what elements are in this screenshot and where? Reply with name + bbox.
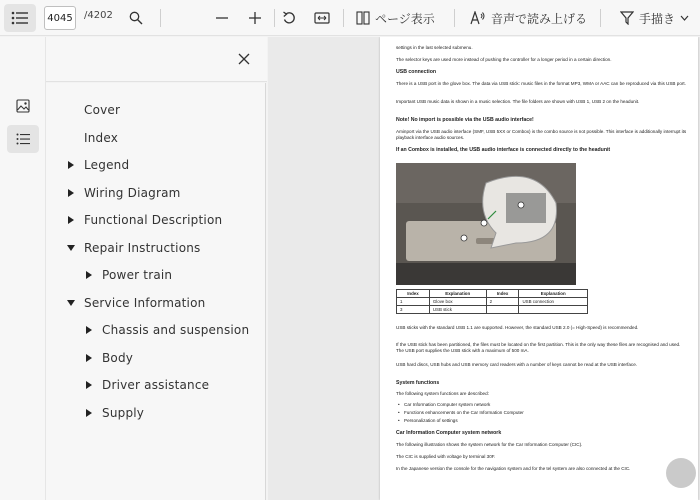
toc-item[interactable]: [66, 183, 181, 203]
read-aloud-button[interactable]: [470, 4, 587, 32]
caret-right-icon[interactable]: [66, 188, 76, 198]
toc-close-button[interactable]: [232, 47, 256, 71]
page-view-icon: [356, 11, 370, 25]
doc-paragraph: In the Japanese version the console for the navigation system and for the tel system are also connected at the CIC.: [396, 466, 631, 471]
glove-box-photo: [396, 163, 576, 285]
doc-paragraph: Important USB music data is shown in a music selection. The file folders are shown with USB 1, USB 2 on the headunit.: [396, 99, 640, 104]
table-header: Explanation: [519, 290, 588, 298]
doc-bullet: • Personalization of settings: [404, 418, 458, 423]
caret-right-icon[interactable]: [84, 325, 94, 335]
doc-heading: If an Combox is installed, the USB audio interface is connected directly to the headunit: [396, 147, 611, 153]
toc-toggle-button[interactable]: [4, 4, 36, 32]
toc-item[interactable]: [84, 265, 172, 285]
explanation-table: [396, 289, 588, 314]
toc-list: [46, 83, 266, 500]
draw-button[interactable]: [620, 4, 689, 32]
table-cell: Glove box: [429, 298, 486, 306]
doc-paragraph: settings in the last selected submenu.: [396, 45, 473, 50]
toc-item-label: Repair Instructions: [84, 240, 201, 255]
doc-paragraph: The CIC is supplied with voltage by terminal 30F.: [396, 454, 496, 459]
list-icon: [16, 133, 30, 145]
table-cell: [519, 306, 588, 314]
toc-item[interactable]: [66, 238, 201, 258]
page-view-label: ページ表示: [375, 11, 435, 26]
toc-item-label: Functional Description: [84, 213, 223, 227]
doc-paragraph: The following system functions are described:: [396, 391, 489, 396]
doc-paragraph: There is a USB port in the glove box. The data via USB stick: music files in the format MP3, WMA or AAC can be reproduced via this USB port.: [396, 81, 686, 86]
caret-spacer: [66, 105, 76, 115]
page-view-button[interactable]: [356, 4, 435, 32]
table-header: Index: [397, 290, 430, 298]
toc-item-label: Driver assistance: [102, 378, 210, 392]
search-icon: [129, 11, 143, 25]
plus-icon: [248, 11, 262, 25]
rotate-button[interactable]: [275, 4, 303, 32]
table-cell: 3: [397, 306, 430, 314]
side-rail: [0, 37, 46, 500]
table-cell: USB connection: [519, 298, 588, 306]
doc-paragraph: USB hard discs, USB hubs and USB memory card readers with a number of keys cannot be read at the USB interface.: [396, 362, 638, 367]
doc-paragraph: If the USB stick has been partitioned, the files must be located on the first partition. This is the only way these files are recognised and used. The USB port supplies the USB stick with a maximum of 500 mA.: [396, 342, 681, 353]
toc-item[interactable]: [84, 320, 249, 340]
doc-heading: USB connection: [396, 69, 437, 75]
read-aloud-label: 音声で読み上げる: [491, 11, 588, 26]
caret-down-icon[interactable]: [66, 298, 76, 308]
table-cell: 1: [397, 298, 430, 306]
toc-item-label: Index: [84, 130, 119, 145]
toc-item[interactable]: [66, 128, 118, 148]
table-header: Explanation: [429, 290, 486, 298]
toolbar-divider: [343, 9, 344, 27]
toc-item[interactable]: [84, 375, 209, 395]
toolbar-divider: [600, 9, 601, 27]
toc-item-label: Body: [102, 350, 134, 365]
toc-item[interactable]: [66, 210, 222, 230]
table-row: [397, 306, 588, 314]
doc-heading: Note! No import is possible via the USB audio interface!: [396, 117, 534, 123]
close-icon: [238, 53, 250, 65]
toc-item-label: Chassis and suspension: [102, 323, 250, 337]
caret-right-icon[interactable]: [84, 353, 94, 363]
caret-right-icon[interactable]: [84, 408, 94, 418]
caret-down-icon[interactable]: [66, 243, 76, 253]
zoom-out-button[interactable]: [208, 4, 236, 32]
funnel-draw-icon: [620, 11, 634, 25]
list-icon: [11, 11, 29, 25]
toc-tab-button[interactable]: [7, 125, 39, 153]
toc-item-label: Power train: [102, 268, 173, 282]
caret-right-icon[interactable]: [84, 270, 94, 280]
fit-width-icon: [314, 11, 330, 25]
doc-paragraph: The selector keys are used more instead of pushing the controller for a longer period in a certain direction.: [396, 57, 612, 62]
table-cell: 2: [486, 298, 519, 306]
caret-right-icon[interactable]: [66, 215, 76, 225]
document-page: [380, 37, 698, 500]
minus-icon: [215, 11, 229, 25]
thumbnails-button[interactable]: [7, 92, 39, 120]
toc-item-label: Cover: [84, 103, 121, 117]
table-cell: USB stick: [429, 306, 486, 314]
image-thumbnail-icon: [16, 99, 30, 113]
toc-item[interactable]: [66, 293, 205, 313]
toc-item-label: Wiring Diagram: [84, 185, 181, 200]
caret-right-icon[interactable]: [66, 160, 76, 170]
toc-item[interactable]: [84, 403, 144, 423]
doc-heading: System functions: [396, 380, 440, 386]
rotate-icon: [281, 10, 297, 26]
read-aloud-icon: [470, 11, 486, 25]
toolbar-divider: [160, 9, 161, 27]
doc-paragraph: The following illustration shows the system network for the Car Information Computer (CIC).: [396, 442, 583, 447]
scroll-to-top-button[interactable]: [666, 458, 696, 488]
toc-item-label: Service Information: [84, 295, 206, 310]
caret-right-icon[interactable]: [84, 380, 94, 390]
toc-item-label: Legend: [84, 158, 130, 172]
doc-bullet: • Car Information Computer system network: [404, 402, 490, 407]
toc-item-label: Supply: [102, 405, 145, 420]
table-header-row: [397, 290, 588, 298]
glove-box-illustration: [396, 163, 576, 285]
table-cell: [486, 306, 519, 314]
toc-item[interactable]: [84, 348, 133, 368]
toolbar-divider: [454, 9, 455, 27]
page-total: /4202: [84, 10, 113, 21]
table-header: Index: [486, 290, 519, 298]
document-viewport[interactable]: [268, 37, 700, 500]
toc-item[interactable]: [66, 155, 129, 175]
zoom-in-button[interactable]: [241, 4, 269, 32]
page-number-input[interactable]: 4045: [44, 6, 76, 30]
draw-label: 手描き: [639, 11, 676, 26]
caret-spacer: [66, 133, 76, 143]
table-row: [397, 298, 588, 306]
search-button[interactable]: [122, 4, 150, 32]
doc-paragraph: Aminport via the USB audio interface (SMF, USB 5XX or Combox) is the combo source is not possible. This interface is additionally interrupt its playback interface audio sources.: [396, 129, 687, 140]
fit-page-button[interactable]: [308, 4, 336, 32]
doc-paragraph: USB sticks with the standard USB 1.1 are supported. However, the standard USB 2.0 (= High-Speed) is recommended.: [396, 325, 639, 330]
toolbar: [0, 0, 700, 36]
toc-item[interactable]: [66, 100, 120, 120]
doc-bullet: • Functions enhancements on the Car Information Computer: [404, 410, 524, 415]
chevron-down-icon: [680, 15, 689, 21]
doc-heading: Car Information Computer system network: [396, 430, 502, 436]
